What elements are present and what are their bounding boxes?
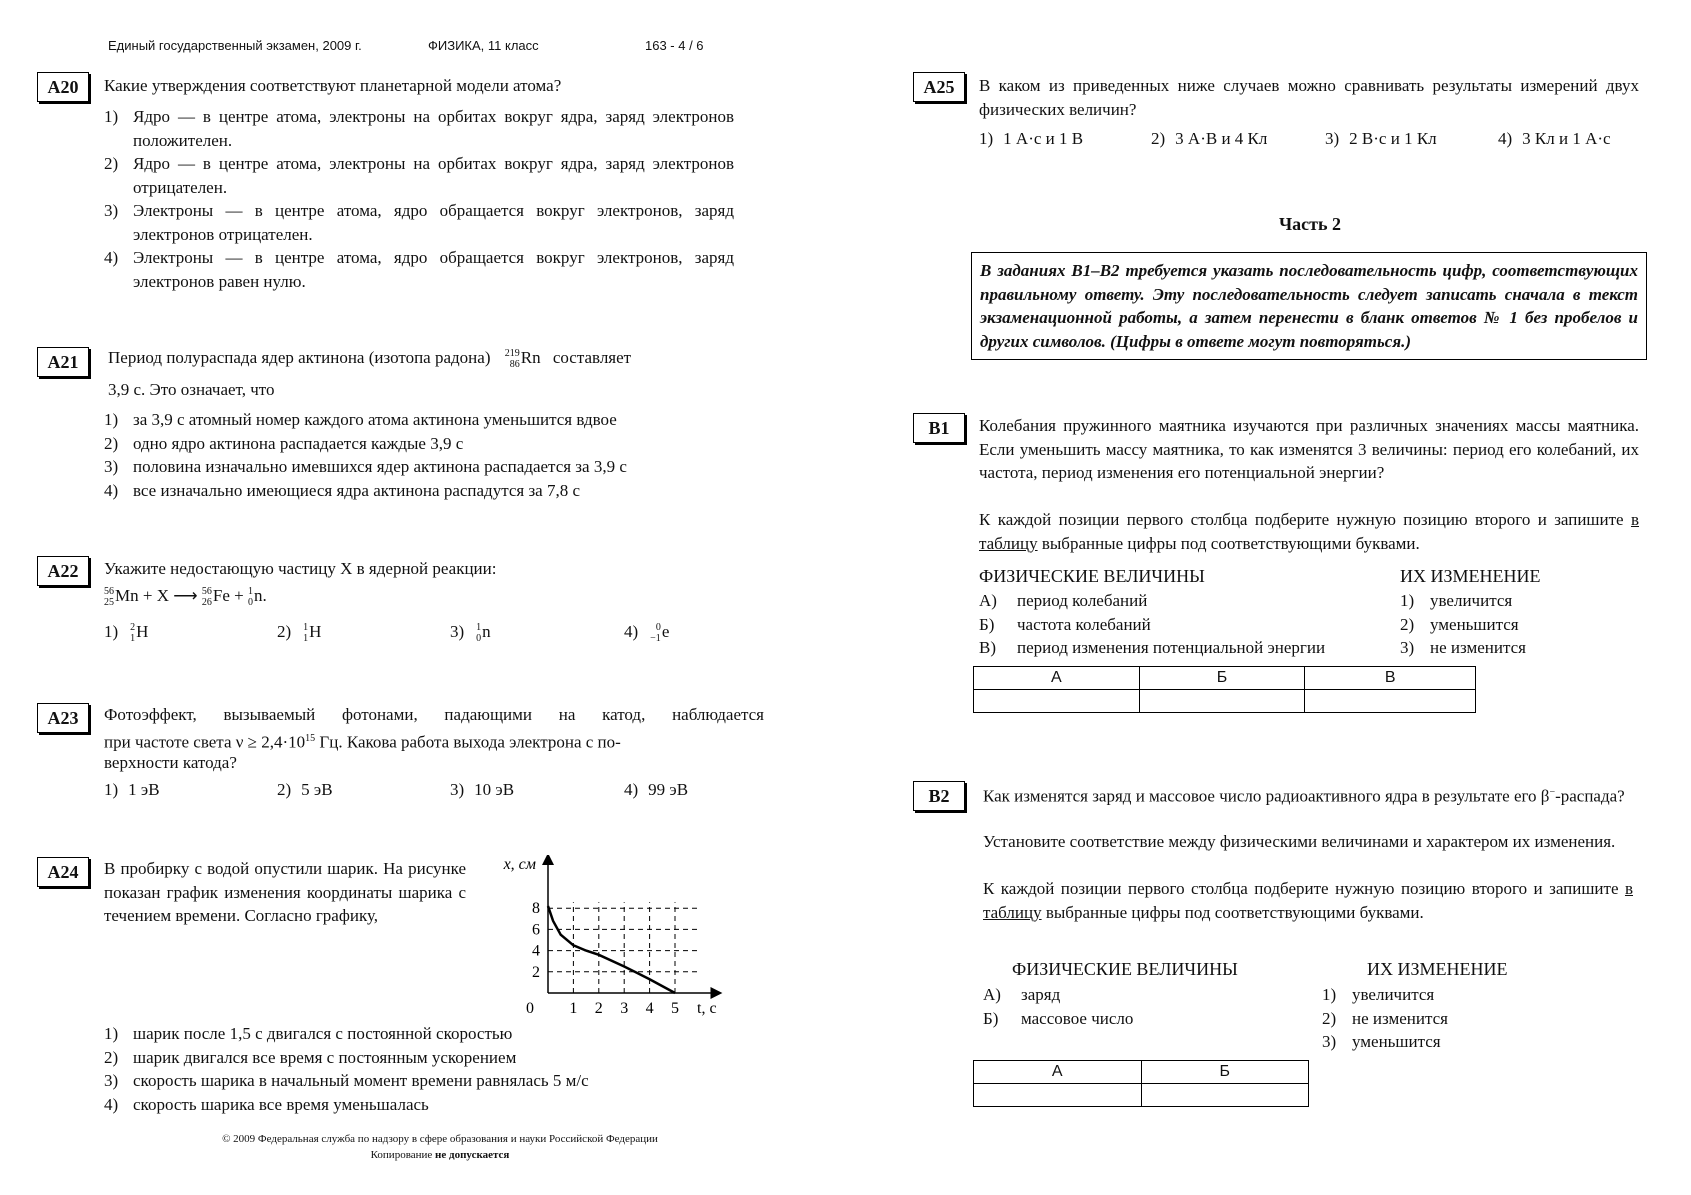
arrow-icon: ⟶ xyxy=(173,586,198,605)
b2-answer-cell-a[interactable] xyxy=(974,1084,1142,1107)
a25-question: В каком из приведенных ниже случаев можно сравнивать результаты измерений двух физических величин? xyxy=(979,76,1639,119)
b2-col1-head: ФИЗИЧЕСКИЕ ВЕЛИЧИНЫ xyxy=(1012,959,1238,979)
a21-nuclide-symbol: Rn xyxy=(520,348,541,367)
b2-question-2: Установите соответствие между физическими величинами и характером их изменения. xyxy=(983,832,1616,851)
a22-reaction: 56 25Mn + X ⟶ 56 26Fe + 1 0n. xyxy=(104,586,267,609)
question-label-a20: A20 xyxy=(37,72,89,102)
b2-answer-cell-b[interactable] xyxy=(1141,1084,1309,1107)
x-tick-label-5: 5 xyxy=(671,1000,679,1017)
a24-option-1: 1) шарик после 1,5 с двигался с постоянной скоростью xyxy=(104,1024,513,1043)
a22-option-2: 2) 1 1H xyxy=(277,622,322,645)
a20-option-4: 4) Электроны — в центре атома, ядро обращается вокруг электронов, заряд электронов равен нулю. xyxy=(104,248,734,291)
y-tick-label-1: 2 xyxy=(532,963,540,981)
series-line xyxy=(548,906,675,993)
a20-option-1: 1) Ядро — в центре атома, электроны на орбитах вокруг ядра, заряд электронов положителен. xyxy=(104,107,734,150)
a22-option-1: 1) 2 1H xyxy=(104,622,149,645)
a24-option-4: 4) скорость шарика все время уменьшалась xyxy=(104,1094,429,1114)
b2-table-header-b: Б xyxy=(1141,1061,1309,1084)
b1-quantity-2: Б) частота колебаний xyxy=(979,614,1151,634)
question-label-a22: A22 xyxy=(37,556,89,586)
a22-option-4: 4) 0 −1e xyxy=(624,622,670,645)
x-tick-label-4: 4 xyxy=(645,1000,654,1017)
b2-answer-table xyxy=(973,1060,1309,1107)
b2-change-2: 2) не изменится xyxy=(1322,1008,1448,1028)
a21-question-before: Период полураспада ядер актинона (изотопа радона) xyxy=(108,348,491,367)
question-label-a23: A23 xyxy=(37,703,89,733)
a20-option-2: 2) Ядро — в центре атома, электроны на орбитах вокруг ядра, заряд электронов отрицателен. xyxy=(104,154,734,197)
b1-quantity-3: В) период изменения потенциальной энергии xyxy=(979,638,1326,657)
a22-question: Укажите недостающую частицу X в ядерной реакции: xyxy=(104,559,497,578)
b1-answer-cell-v[interactable] xyxy=(1305,690,1476,713)
y-tick-label-4: 8 xyxy=(532,900,540,918)
b1-table-header-a: А xyxy=(974,667,1140,690)
a24-question: В пробирку с водой опустили шарик. На рисунке показан график изменения координаты шарика с течением времени. Согласно графику, xyxy=(104,859,466,925)
b2-quantity-2: Б) массовое число xyxy=(983,1008,1134,1028)
b1-change-1: 1) увеличится xyxy=(1400,591,1513,610)
a23-option-4: 4) 99 эВ xyxy=(624,780,689,799)
b1-table-header-b: Б xyxy=(1139,667,1305,690)
origin-label: 0 xyxy=(526,1000,534,1017)
x-axis-label: t, c xyxy=(697,1000,717,1017)
a23-option-1: 1) 1 эВ xyxy=(104,780,160,799)
y-tick-label-2: 4 xyxy=(532,942,540,960)
b1-quantity-1: А) период колебаний xyxy=(979,591,1148,610)
question-label-b2: B2 xyxy=(913,781,965,811)
x-tick-label-3: 3 xyxy=(620,1000,629,1017)
a25-option-2: 2) 3 А·В и 4 Кл xyxy=(1151,129,1268,148)
b2-question: Как изменятся заряд и массовое число радиоактивного ядра в результате его β−-распада? xyxy=(983,786,1625,806)
part2-title: Часть 2 xyxy=(1278,214,1342,234)
a21-option-2: 2) одно ядро актинона распадается каждые 3,9 с xyxy=(104,433,464,453)
a20-option-3: 3) Электроны — в центре атома, ядро обращается вокруг электронов, заряд электронов отрицателен. xyxy=(104,201,734,244)
a23-line3: верхности катода? xyxy=(104,753,237,772)
b1-answer-table xyxy=(973,666,1476,713)
a21-option-4: 4) все изначально имеющиеся ядра актинона распадутся за 7,8 с xyxy=(104,480,581,500)
question-label-a24: A24 xyxy=(37,857,89,887)
a25-option-1: 1) 1 А·с и 1 В xyxy=(979,129,1084,148)
b2-quantity-1: А) заряд xyxy=(983,985,1061,1004)
coordinate-time-chart xyxy=(490,855,735,1035)
a21-option-3: 3) половина изначально имевшихся ядер актинона распадается за 3,9 с xyxy=(104,457,627,476)
a25-option-3: 3) 2 В·с и 1 Кл xyxy=(1325,129,1437,148)
a21-question-line2: 3,9 с. Это означает, что xyxy=(108,380,275,399)
b2-table-header-a: А xyxy=(974,1061,1142,1084)
b1-col1-head: ФИЗИЧЕСКИЕ ВЕЛИЧИНЫ xyxy=(979,566,1205,586)
a21-nuclide: 219 86 xyxy=(504,348,520,371)
b1-answer-cell-a[interactable] xyxy=(974,690,1140,713)
a21-question-after: составляет xyxy=(552,348,632,367)
b2-change-3: 3) уменьшится xyxy=(1322,1032,1441,1051)
a21-question xyxy=(108,346,760,370)
b2-change-1: 1) увеличится xyxy=(1322,985,1435,1004)
footer-copyright: © 2009 Федеральная служба по надзору в сфере образования и науки Российской Федерации xyxy=(222,1133,658,1145)
x-tick-label-2: 2 xyxy=(594,1000,603,1017)
a24-option-3: 3) скорость шарика в начальный момент времени равнялась 5 м/с xyxy=(104,1071,589,1090)
footer-copy-note: Копирование не допускается xyxy=(370,1149,510,1161)
question-label-a21: A21 xyxy=(37,347,89,377)
a24-option-2: 2) шарик двигался все время с постоянным ускорением xyxy=(104,1047,517,1067)
question-label-b1: B1 xyxy=(913,413,965,443)
header-page: 163 - 4 / 6 xyxy=(645,38,704,53)
a20-question: Какие утверждения соответствуют планетарной модели атома? xyxy=(104,76,562,95)
b1-change-3: 3) не изменится xyxy=(1400,638,1526,657)
a25-option-4: 4) 3 Кл и 1 А·с xyxy=(1498,129,1611,148)
b1-instructions: К каждой позиции первого столбца подберите нужную позицию второго и запишите в таблицу выбранные цифры под соответствующими буквами. xyxy=(979,510,1639,553)
b2-instructions: К каждой позиции первого столбца подберите нужную позицию второго и запишите в таблицу выбранные цифры под соответствующими буквами. xyxy=(983,879,1633,922)
header-subject: ФИЗИКА, 11 класс xyxy=(428,38,539,53)
question-label-a25: A25 xyxy=(913,72,965,102)
b1-answer-cell-b[interactable] xyxy=(1139,690,1305,713)
b1-col2-head: ИХ ИЗМЕНЕНИЕ xyxy=(1400,566,1541,586)
y-tick-label-3: 6 xyxy=(532,921,540,939)
y-axis-label: x, см xyxy=(503,856,536,873)
b1-change-2: 2) уменьшится xyxy=(1400,614,1519,634)
b1-table-header-v: В xyxy=(1305,667,1476,690)
a23-line1: Фотоэффект, вызываемый фотонами, падающими на катод, наблюдается xyxy=(104,705,764,724)
a22-option-3: 3) 1 0n xyxy=(450,622,491,645)
x-tick-label-1: 1 xyxy=(569,1000,578,1017)
a23-option-3: 3) 10 эВ xyxy=(450,780,515,799)
part2-instructions: В заданиях В1–В2 требуется указать последовательность цифр, соответствующих правильному ответу. Эту последовательность следует записать сначала в текст экзаменационной работы, а затем перенести в бланк ответов № 1 без пробелов и других символов. (Цифры в ответе могут повторяться.) xyxy=(971,252,1647,360)
a23-option-2: 2) 5 эВ xyxy=(277,780,333,799)
b2-col2-head: ИХ ИЗМЕНЕНИЕ xyxy=(1367,959,1508,979)
b1-question: Колебания пружинного маятника изучаются при различных значениях массы маятника. Если уменьшить массу маятника, то как изменятся 3 величины: период его колебаний, их частота, период изменения его потенциальной энергии? xyxy=(979,416,1639,482)
header-exam: Единый государственный экзамен, 2009 г. xyxy=(108,38,362,53)
a21-option-1: 1) за 3,9 с атомный номер каждого атома актинона уменьшится вдвое xyxy=(104,410,617,429)
a23-line2: при частоте света $\nu \ge 2,4\cdot 10^{15}$ Гц. Какова работа выхода электрона с по- xyxy=(104,732,621,752)
